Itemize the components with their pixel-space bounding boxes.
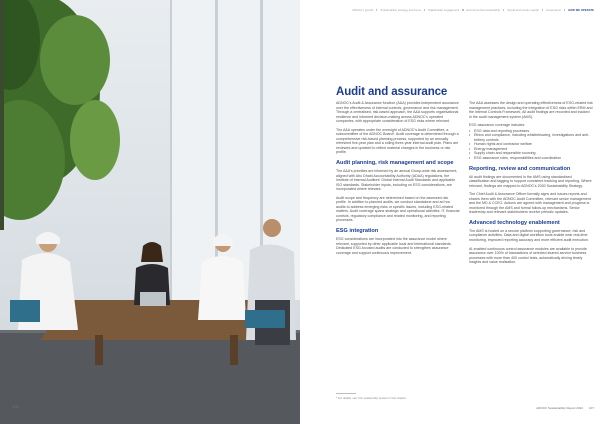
heading-reporting: Reporting, review and communication bbox=[469, 165, 571, 172]
list-item: • Human rights and contractor welfare bbox=[469, 142, 593, 147]
nav-separator bbox=[564, 9, 565, 10]
right-column bbox=[469, 101, 593, 269]
list-item: • Ethics and compliance, including whistleblowing, investigations and anti-bribery controls bbox=[469, 133, 593, 142]
page-number-left: 108 bbox=[12, 404, 19, 409]
coverage-list bbox=[469, 129, 593, 161]
nav-separator bbox=[462, 9, 463, 10]
section-navigation bbox=[336, 7, 594, 13]
page-title: Audit and assurance bbox=[336, 86, 448, 98]
coverage-intro: ESG assurance coverage includes: bbox=[469, 123, 526, 128]
footnote-divider bbox=[336, 393, 356, 394]
left-column bbox=[336, 101, 460, 259]
heading-technology: Advanced technology enablement bbox=[469, 219, 560, 226]
page-number-right: 107 bbox=[588, 406, 594, 410]
nav-item-stakeholder[interactable]: Stakeholder engagement bbox=[428, 8, 460, 12]
heading-esg-integration: ESG integration bbox=[336, 228, 379, 235]
nav-separator bbox=[503, 9, 504, 10]
page-footer bbox=[470, 406, 594, 410]
nav-item-environment[interactable]: Environmental stewardship bbox=[466, 8, 501, 12]
list-item: • ESG data and reporting processes bbox=[469, 129, 593, 134]
intro-paragraph: ADNOC's Audit & Assurance function (A&A) provides independent assurance over the effectiveness of internal controls, governance and risk management. Through a centralised, risk-based approach, the A&A supports organisational resilience and informed decision-making across ADNOC's operated companies, with appropriate consideration of ESG risks where relevant. bbox=[336, 101, 459, 124]
nav-item-governance[interactable]: Governance bbox=[545, 8, 562, 12]
ai-paragraph: AI-enabled continuous control assurance modules are available to provide assurance over 100% of transactions of selected shared-service business processes with more than 400 control tests, automatically driving timely insights and value realisation. bbox=[469, 246, 587, 265]
list-item: • Energy management bbox=[469, 147, 593, 152]
nav-separator bbox=[376, 9, 377, 10]
list-item: • ESG assurance roles, responsibilities and coordination bbox=[469, 156, 593, 161]
nav-separator bbox=[424, 9, 425, 10]
nav-item-growth[interactable]: ADNOC's growth bbox=[352, 8, 374, 12]
esg-paragraph: ESG considerations are incorporated into the assurance model where relevant, supported by other applicable local and international standards. Dedicated ESG-focused audits are conducted to strengthen assurance coverage and support continuous improvement. bbox=[336, 237, 452, 255]
nav-item-how-we-operate[interactable]: HOW WE OPERATE bbox=[568, 8, 594, 12]
heading-audit-planning: Audit planning, risk management and scope bbox=[336, 160, 454, 167]
list-item: • Supply chain and responsible sourcing bbox=[469, 151, 593, 156]
nav-item-social[interactable]: Social and human capital bbox=[507, 8, 539, 12]
ams-paragraph: The AMS is hosted on a secure platform supporting governance, risk and compliance activities. Data and digital workflow tools enable near real-time monitoring, improved reporting accuracy and more efficient audit execution. bbox=[469, 228, 589, 243]
oversight-paragraph: The A&A operates under the oversight of ADNOC's Audit Committee, a subcommittee of the ADNOC Board*. Audit coverage is determined through a comprehensive risk-based planning process, supported by an annually refreshed five-year plan and a rolling three-year internal audit plan. Plans are reviewed and updated to reflect material changes in the business or risk profile. bbox=[336, 127, 459, 155]
nav-separator bbox=[542, 9, 543, 10]
scope-paragraph: Audit scope and frequency are determined based on the assessed risk profile. In addition to planned audits, we conduct standalone and ad hoc audits to address emerging risks or specific issues, including ESG-related matters. Audit coverage spans strategic and operational activities, IT, financial controls, regulatory compliance and related monitoring, and reporting processes. bbox=[336, 195, 460, 223]
report-name: ADNOC Sustainability Report 2024 bbox=[536, 406, 583, 410]
assessment-paragraph: The A&A assesses the design and operating effectiveness of ESG-related risk management practices, including the integration of ESG risks within ERM and the Internal Controls Framework. All audit findings are recorded and tracked in the audit management system (AMS). bbox=[469, 101, 593, 119]
footnote: * For details, see 'Our Leadership' section in this chapter. bbox=[336, 396, 407, 400]
nav-item-strategy[interactable]: Sustainability strategy and focus bbox=[380, 8, 421, 12]
priorities-paragraph: The A&A's priorities are informed by an annual Group-wide risk assessment, aligned with Abu Dhabi Accountability Authority (ADAA) regulations, the Institute of Internal Auditors' Global Internal Audit Standards and applicable ISO standards. Stakeholder inputs, including on ESG considerations, are incorporated where relevant. bbox=[336, 169, 458, 192]
reports-paragraph: The Chief Audit & Assurance Officer formally signs and issues reports and shares them with the ADNOC Audit Committee, relevant senior management and the MD & CCEO. Actions are agreed with management and progress is monitored through the AMS and formal follow-up mechanisms. Senior leadership and relevant stakeholders receive periodic updates. bbox=[469, 192, 591, 215]
findings-paragraph: All audit findings are documented in the AMS using standardised classification and tagging to support consistent tracking and reporting. Where relevant, findings are mapped to ADNOC's 2030 Sustainability Strategy. bbox=[469, 174, 592, 188]
